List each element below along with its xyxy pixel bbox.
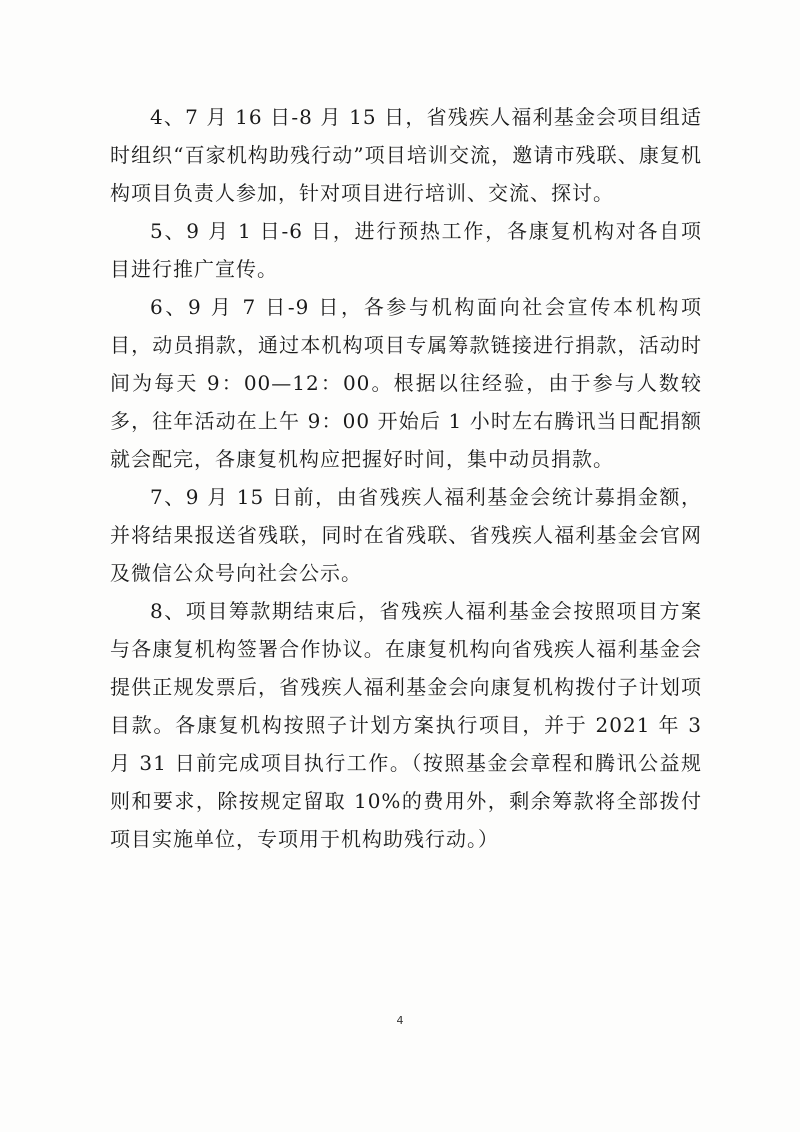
paragraph-item-6: 6、9 月 7 日-9 日，各参与机构面向社会宣传本机构项目，动员捐款，通过本机构项目专属筹款链接进行捐款，活动时间为每天 9：00—12：00。根据以往经验，由于参与人数较多，往年活动在上午 9：00 开始后 1 小时左右腾讯当日配捐额就会配完，各康复机构应把握好时间，集中动员捐款。 xyxy=(110,295,702,471)
page-number: 4 xyxy=(396,1014,404,1027)
document-body xyxy=(110,98,702,858)
paragraph-item-4: 4、7 月 16 日-8 月 15 日，省残疾人福利基金会项目组适时组织“百家机构助残行动”项目培训交流，邀请市残联、康复机构项目负责人参加，针对项目进行培训、交流、探讨。 xyxy=(110,105,702,205)
paragraph-item-7: 7、9 月 15 日前，由省残疾人福利基金会统计募捐金额，并将结果报送省残联，同时在省残联、省残疾人福利基金会官网及微信公众号向社会公示。 xyxy=(110,485,702,585)
paragraph-item-8: 8、项目筹款期结束后，省残疾人福利基金会按照项目方案与各康复机构签署合作协议。在康复机构向省残疾人福利基金会提供正规发票后，省残疾人福利基金会向康复机构拨付子计划项目款。各康复机构按照子计划方案执行项目，并于 2021 年 3 月 31 日前完成项目执行工作。（按照基金会章程和腾讯公益规则和要求，除按规定留取 10%的费用外，剩余筹款将全部拨付项目实施单位，专项用于机构助残行动。） xyxy=(110,599,702,851)
paragraph-item-5: 5、9 月 1 日-6 日，进行预热工作，各康复机构对各自项目进行推广宣传。 xyxy=(110,219,702,281)
